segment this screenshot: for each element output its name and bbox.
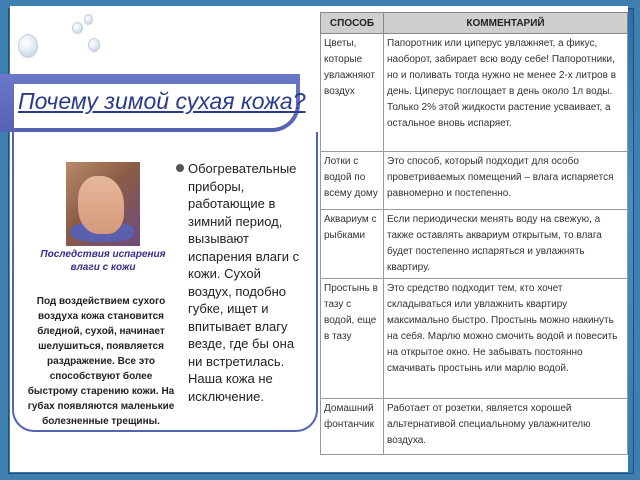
water-drop-icon: [84, 14, 93, 25]
comment-cell: Папоротник или циперус увлажняет, а фикус, наоборот, забирает всю воду себе! Папоротники, но и поливать тогда нужно не менее 2-х литров в день. Циперус поглощает в день около 1л воды. Только 2% этой жидкости растение усваивает, а остальное вновь испаряет.: [384, 34, 628, 152]
comment-cell: Это способ, который подходит для особо проветриваемых помещений – влага испаряется равномерно и постепенно.: [384, 152, 628, 210]
table-row: [321, 34, 628, 152]
table-row: [321, 279, 628, 399]
method-cell: Цветы, которые увлажняют воздух: [321, 34, 384, 152]
table-row: [321, 210, 628, 279]
hand-image: [78, 176, 124, 234]
slide-title: Почему зимой сухая кожа?: [18, 88, 306, 114]
header-method: СПОСОБ: [321, 13, 384, 34]
water-drop-icon: [72, 22, 83, 34]
photo-caption: Последствия испарения влаги с кожи: [40, 249, 166, 273]
comment-cell: Если периодически менять воду на свежую, а также оставлять аквариум открытым, то влага будет постепенно испаряться и увлажнять квартиру.: [384, 210, 628, 279]
method-cell: Лотки с водой по всему дому: [321, 152, 384, 210]
bullet-text: Обогревательные приборы, работающие в зимний период, вызывают испарения влаги с кожи. Сухой воздух, подобно губке, ищет и впитывает влагу везде, где бы она ни встретилась. Наша кожа не исключение.: [188, 161, 300, 404]
comment-cell: Работает от розетки, является хорошей альтернативой специальному увлажнителю воздуха.: [384, 399, 628, 455]
skin-effects-text: Под воздействием сухого воздуха кожа становится бледной, сухой, начинает шелушиться, появляется раздражение. Все это способствуют более быстрому старению кожи. На губах появляются маленькие болезненные трещины.: [27, 296, 175, 427]
water-drop-icon: [18, 34, 38, 58]
humidify-methods-table: [320, 12, 628, 455]
bullet-icon: [176, 164, 184, 172]
comment-cell: Это средство подходит тем, кто хочет складываться или увлажнить квартиру максимально быстро. Простынь можно накинуть на себя. Марлю можно смочить водой и повесить на открытое окно. Не забывать постоянно смачивать простынь или марлю водой.: [384, 279, 628, 399]
header-comment: КОММЕНТАРИЙ: [384, 13, 628, 34]
method-cell: Простынь в тазу с водой, еще в тазу: [321, 279, 384, 399]
water-drop-icon: [88, 38, 100, 52]
table-row: [321, 399, 628, 455]
table-row: [321, 152, 628, 210]
method-cell: Аквариум с рыбками: [321, 210, 384, 279]
method-cell: Домашний фонтанчик: [321, 399, 384, 455]
